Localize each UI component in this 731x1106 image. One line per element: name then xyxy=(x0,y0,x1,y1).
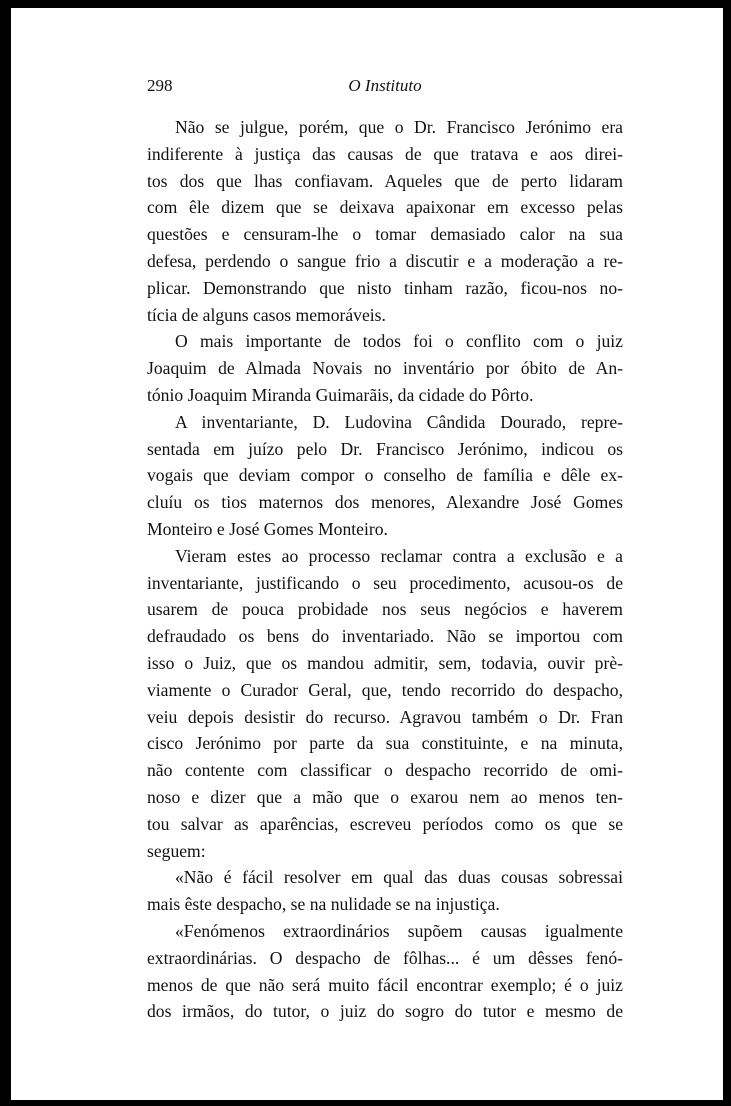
page-number: 298 xyxy=(147,76,173,95)
text-line: «Não é fácil resolver em qual das duas cousas sobressai xyxy=(175,867,623,888)
text-line: seguem: xyxy=(147,840,206,861)
text-line: O mais importante de todos foi o conflito com o juiz xyxy=(175,331,623,352)
text-line: menos de que não será muito fácil encontrar exemplo; é o juiz xyxy=(147,974,623,995)
running-title: O Instituto xyxy=(348,76,422,95)
body-text xyxy=(147,114,623,1025)
text-line: dos irmãos, do tutor, o juiz do sogro do tutor e mesmo de xyxy=(147,1001,623,1022)
text-line: «Fenómenos extraordinários supõem causas igualmente xyxy=(175,920,623,941)
text-line: defesa, perdendo o sangue frio a discutir e a moderação a re- xyxy=(147,250,623,271)
text-line: plicar. Demonstrando que nisto tinham razão, ficou-nos no- xyxy=(147,277,623,298)
text-line: mais êste despacho, se na nulidade se na injustiça. xyxy=(147,894,500,915)
text-line: Joaquim de Almada Novais no inventário por óbito de An- xyxy=(147,358,623,379)
page-header xyxy=(147,76,623,100)
text-line: veiu depois desistir do recurso. Agravou também o Dr. Fran xyxy=(147,706,623,727)
text-line: tos dos que lhas confiavam. Aqueles que de perto lidaram xyxy=(147,170,623,191)
text-line: inventariante, justificando o seu procedimento, acusou-os de xyxy=(147,572,623,593)
text-line: noso e dizer que a mão que o exarou nem ao menos ten- xyxy=(147,786,623,807)
text-line: cisco Jerónimo por parte da sua constituinte, e na minuta, xyxy=(147,733,623,754)
text-line: tónio Joaquim Miranda Guimarãis, da cidade do Pôrto. xyxy=(147,384,534,405)
text-line: viamente o Curador Geral, que, tendo recorrido do despacho, xyxy=(147,679,623,700)
text-line: extraordinárias. O despacho de fôlhas... é um dêsses fenó- xyxy=(147,947,623,968)
text-line: Vieram estes ao processo reclamar contra a exclusão e a xyxy=(175,545,623,566)
text-line: Monteiro e José Gomes Monteiro. xyxy=(147,518,388,539)
text-line: defraudado os bens do inventariado. Não se importou com xyxy=(147,626,623,647)
text-line: tícia de alguns casos memoráveis. xyxy=(147,304,386,325)
text-line: não contente com classificar o despacho recorrido de omi- xyxy=(147,760,623,781)
text-line: Não se julgue, porém, que o Dr. Francisco Jerónimo era xyxy=(175,117,623,137)
text-line: cluíu os tios maternos dos menores, Alexandre José Gomes xyxy=(147,492,623,513)
text-line: questões e censuram-lhe o tomar demasiado calor na sua xyxy=(147,224,623,245)
text-line: sentada em juízo pelo Dr. Francisco Jerónimo, indicou os xyxy=(147,438,623,459)
text-line: usarem de pouca probidade nos seus negócios e haverem xyxy=(147,599,623,620)
text-line: tou salvar as aparências, escreveu períodos como os que se xyxy=(147,813,623,834)
text-line: com êle dizem que se deixava apaixonar em excesso pelas xyxy=(147,197,623,218)
text-line: vogais que deviam compor o conselho de família e dêle ex- xyxy=(147,465,623,486)
text-line: indiferente à justiça das causas de que tratava e aos direi- xyxy=(147,143,623,164)
text-line: A inventariante, D. Ludovina Cândida Dourado, repre- xyxy=(175,411,623,432)
text-line: isso o Juiz, que os mandou admitir, sem, todavia, ouvir prè- xyxy=(147,652,623,673)
